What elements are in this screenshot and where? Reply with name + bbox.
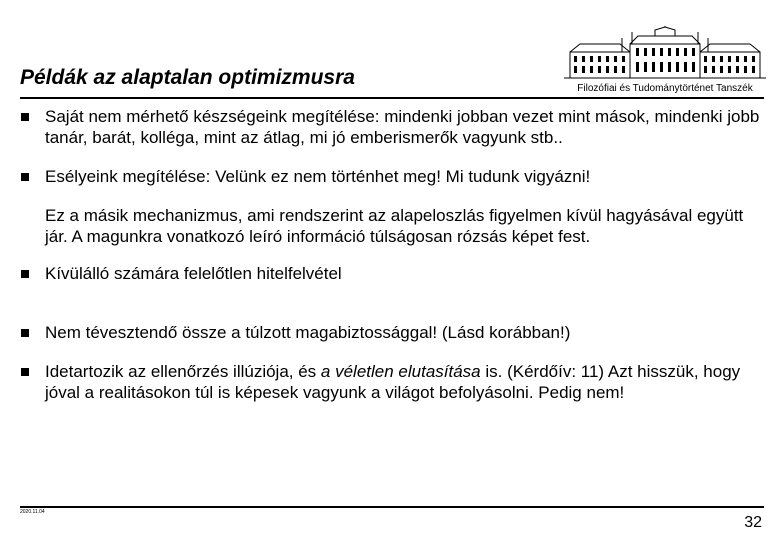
page-number: 32 xyxy=(744,514,762,531)
bullet-item xyxy=(20,322,760,343)
bullet-text-start: Idetartozik az ellenőrzés illúziója, és xyxy=(45,362,321,381)
square-bullet-icon xyxy=(21,329,29,337)
footer-divider xyxy=(20,506,764,508)
square-bullet-icon xyxy=(21,173,29,181)
bullet-item xyxy=(20,166,760,187)
slide-title: Példák az alaptalan optimizmusra xyxy=(20,66,355,89)
bullet-emphasis: a véletlen elutasítása xyxy=(320,362,481,381)
bullet-text: Kívülálló számára felelőtlen hitelfelvétel xyxy=(45,264,342,283)
logo-caption: Filozófiai és Tudománytörténet Tanszék xyxy=(577,83,753,94)
bullet-item xyxy=(20,263,760,284)
sub-paragraph: Ez a másik mechanizmus, ami rendszerint az alapeloszlás figyelmen kívül hagyásával együtt jár. A magunkra vonatkozó leíró információ túlságosan rózsás képet fest. xyxy=(45,206,744,246)
bullet-item xyxy=(20,361,760,403)
bullet-text: Nem tévesztendő össze a túlzott magabiztossággal! (Lásd korábban!) xyxy=(45,323,571,342)
slide-content xyxy=(20,106,760,403)
bullet-text: Esélyeink megítélése: Velünk ez nem történhet meg! Mi tudunk vigyázni! xyxy=(45,167,591,186)
university-logo xyxy=(560,26,770,98)
building-icon xyxy=(560,26,770,82)
bullet-text: Saját nem mérhető készségeink megítélése: mindenki jobban vezet mint mások, mindenki jobb tanár, barát, kolléga, mint az átlag, mi jó emberismerők vagyunk stb.. xyxy=(45,107,760,147)
bullet-text-end: is. (Kérdőív: 11) Azt hisszük, hogy jóval a realitásokon túl is képesek vagyunk a világot befolyásolni. Pedig nem! xyxy=(45,362,741,402)
square-bullet-icon xyxy=(21,368,29,376)
bullet-item xyxy=(20,106,760,148)
square-bullet-icon xyxy=(21,270,29,278)
square-bullet-icon xyxy=(21,113,29,121)
footer-date: 2020.11.04 xyxy=(20,509,45,515)
title-divider xyxy=(20,97,764,99)
